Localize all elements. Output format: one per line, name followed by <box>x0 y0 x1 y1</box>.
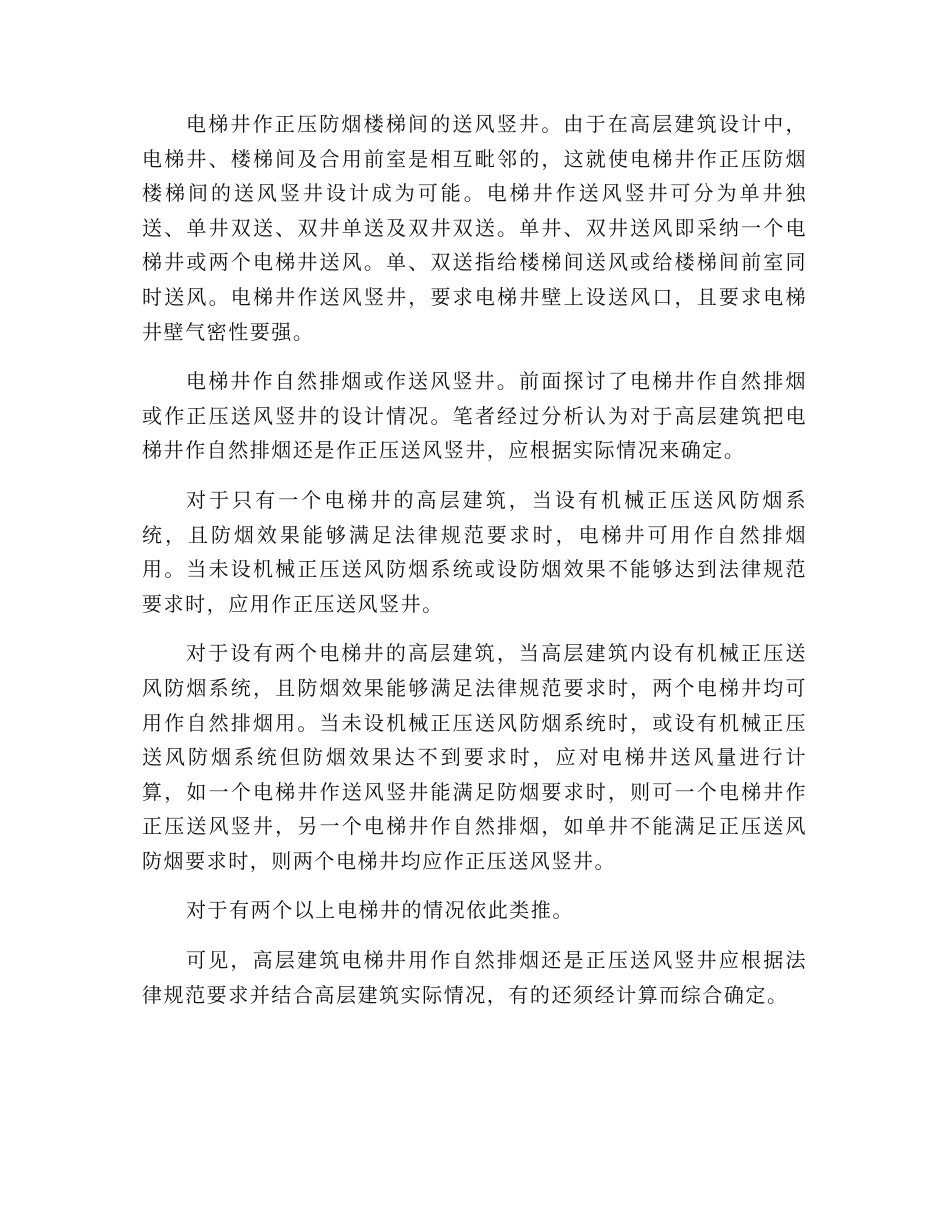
paragraph-elevator-shaft-pressurization: 电梯井作正压防烟楼梯间的送风竖井。由于在高层建筑设计中，电梯井、楼梯间及合用前室是相互毗邻的，这就使电梯井作正压防烟楼梯间的送风竖井设计成为可能。电梯井作送风竖井可分为单井独送、单井双送、双井单送及双井双送。单井、双井送风即采纳一个电梯井或两个电梯井送风。单、双送指给楼梯间送风或给楼梯间前室同时送风。电梯井作送风竖井，要求电梯井壁上设送风口，且要求电梯井壁气密性要强。 <box>142 112 807 344</box>
paragraph-single-elevator-shaft: 对于只有一个电梯井的高层建筑，当设有机械正压送风防烟系统，且防烟效果能够满足法律规范要求时，电梯井可用作自然排烟用。当未设机械正压送风防烟系统或设防烟效果不能够达到法律规范要求时，应用作正压送风竖井。 <box>142 487 807 616</box>
document-body <box>142 107 807 1027</box>
paragraph-natural-smoke-or-supply: 电梯井作自然排烟或作送风竖井。前面探讨了电梯井作自然排烟或作正压送风竖井的设计情况。笔者经过分析认为对于高层建筑把电梯井作自然排烟还是作正压送风竖井，应根据实际情况来确定。 <box>142 369 807 463</box>
paragraph-conclusion: 可见，高层建筑电梯井用作自然排烟还是正压送风竖井应根据法律规范要求并结合高层建筑实际情况，有的还须经计算而综合确定。 <box>142 948 807 1007</box>
paragraph-more-than-two-shafts: 对于有两个以上电梯井的情况依此类推。 <box>186 898 574 923</box>
paragraph-two-elevator-shafts: 对于设有两个电梯井的高层建筑，当高层建筑内设有机械正压送风防烟系统，且防烟效果能够满足法律规范要求时，两个电梯井均可用作自然排烟用。当未设机械正压送风防烟系统时，或设有机械正压送风防烟系统但防烟效果达不到要求时，应对电梯井送风量进行计算，如一个电梯井作送风竖井能满足防烟要求时，则可一个电梯井作正压送风竖井，另一个电梯井作自然排烟，如单井不能满足正压送风防烟要求时，则两个电梯井均应作正压送风竖井。 <box>142 641 807 873</box>
